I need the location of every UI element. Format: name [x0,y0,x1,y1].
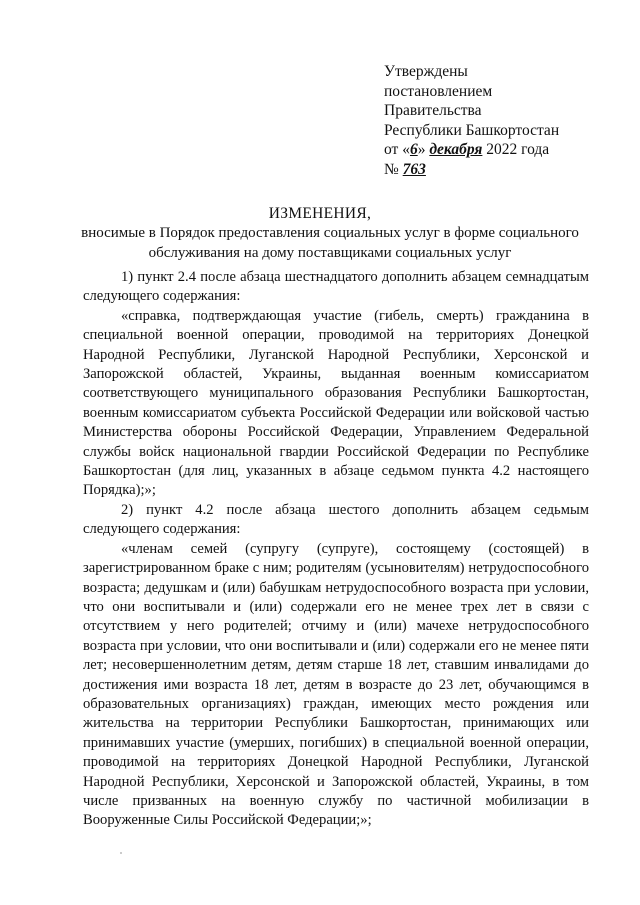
number-value: 763 [402,160,426,178]
date-mid: » [417,141,430,158]
document-body [83,268,589,831]
paragraph-quote-1: «справка, подтверждающая участие (гибель, смерть) гражданина в специальной военной операции, проводимой на территориях Донецкой Народной Республики, Луганской Народной Республики, Херсонской и Запорожской областей, Украины, выданная военным комиссариатом соответствующего муниципального образования Республики Башкортостан, военным комиссариатом субъекта Российской Федерации или войсковой частью Министерства обороны Российской Федерации, Управлением Федеральной службы войск национальной гвардии Российской Федерации по Республике Башкортостан (для лиц, указанных в абзаце седьмом пункта 4.2 настоящего Порядка);»; [83,307,589,499]
approval-stamp [384,62,614,179]
document-subtitle: вносимые в Порядок предоставления социальных услуг в форме социального обслуживания на дому поставщиками социальных услуг [81,225,579,261]
approval-number [384,160,614,180]
approval-date [384,140,614,160]
approval-line-republic: Республики Башкортостан [384,121,560,139]
date-day: 6 [409,141,418,158]
document-title: ИЗМЕНЕНИЯ, [268,205,372,222]
paragraph-item-1: 1) пункт 2.4 после абзаца шестнадцатого дополнить абзацем семнадцатым следующего содержания: [83,269,589,305]
approval-line-resolution: постановлением [384,82,493,100]
date-prefix: от « [384,141,410,158]
approval-line-approved: Утверждены [384,63,468,80]
paragraph-quote-2: «членам семей (супругу (супруге), состоящему (состоящей) в зарегистрированном браке с ним; родителям (усыновителям) нетрудоспособного возраста; дедушкам и (или) бабушкам нетрудоспособного возраста при условии, что они воспитывали и (или) содержали его не менее трех лет в связи с отсутствием у него родителей; отчиму и (или) мачехе нетрудоспособного возраста при условии, что они воспитывали и (или) содержали его не менее пяти лет; несовершеннолетним детям, детям старше 18 лет, ставшим инвалидами до достижения ими возраста 18 лет, детям в возрасте до 23 лет, обучающимся в образовательных организациях) граждан, имеющих место рождения или жительства на территории Республики Башкортостан, принимающих или принимавших участие (умерших, погибших) в специальной военной операции, проводимой на территориях Донецкой Народной Республики, Луганской Народной Республики, Херсонской и Запорожской областей, Украины, в том числе призванных на военную службу по частичной мобилизации в Вооруженные Силы Российской Федерации;»; [83,540,589,829]
number-prefix: № [384,160,403,178]
date-month: декабря [429,141,483,158]
scan-mark [120,852,122,854]
date-suffix: 2022 года [482,141,550,158]
paragraph-item-2: 2) пункт 4.2 после абзаца шестого дополнить абзацем седьмым следующего содержания: [83,501,589,538]
approval-line-government: Правительства [384,102,482,119]
